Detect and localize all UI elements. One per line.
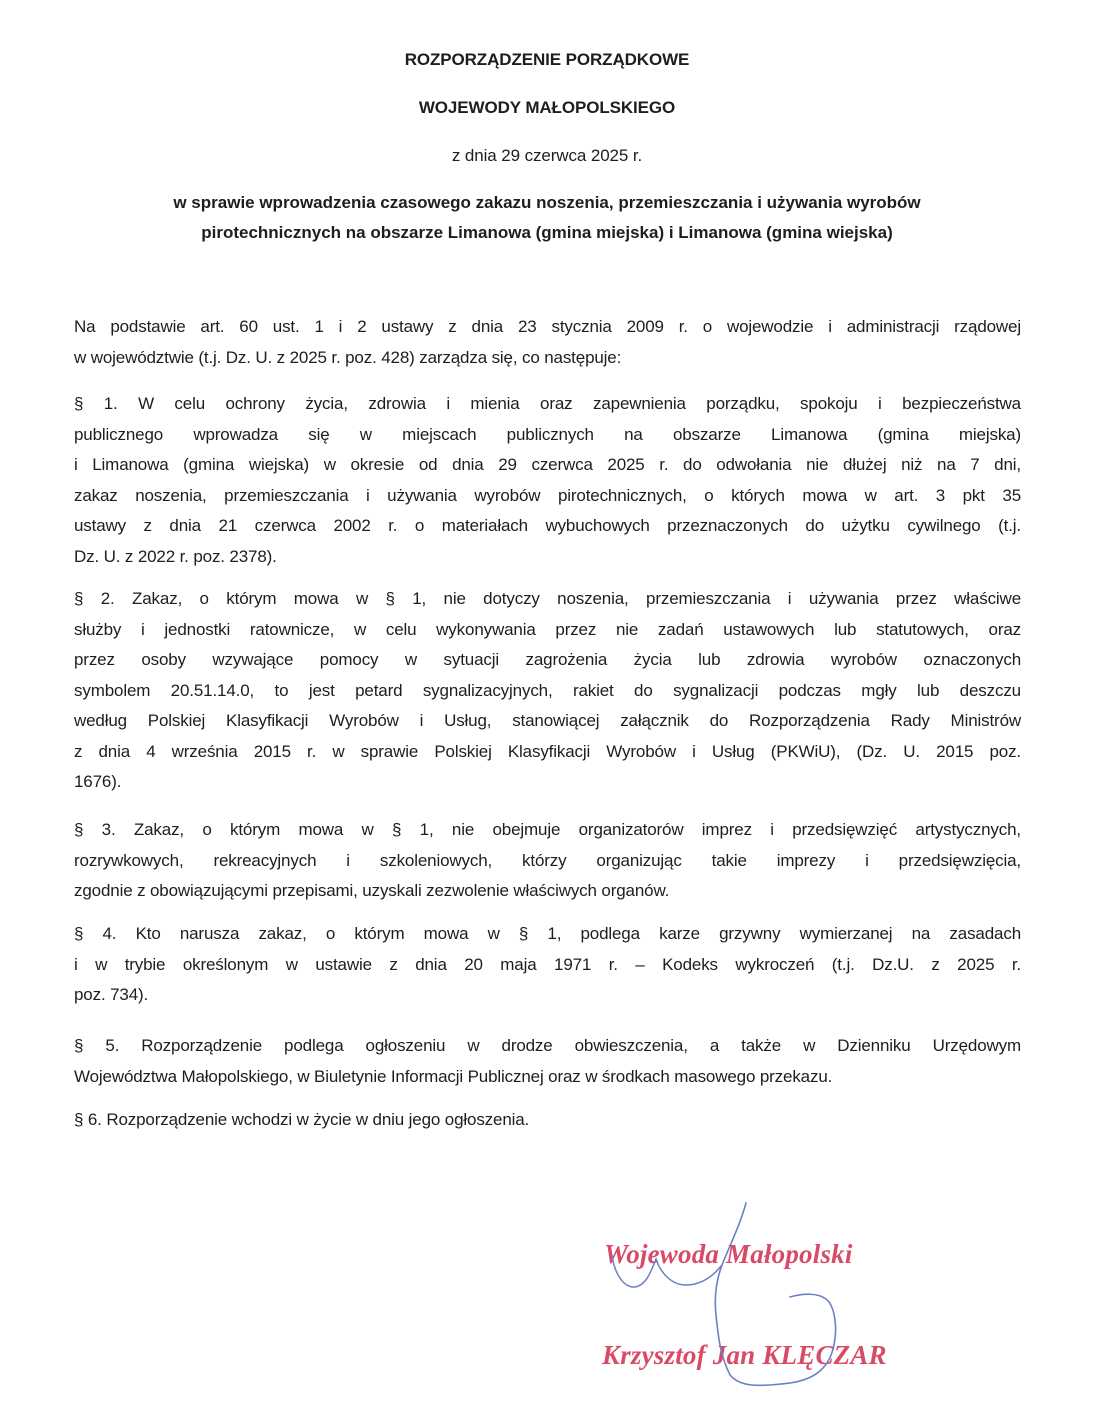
text-line: w województwie (t.j. Dz. U. z 2025 r. poz. 428) zarządza się, co następuje: xyxy=(74,347,622,367)
text-line: § 3. Zakaz, o którym mowa w § 1, nie obejmuje organizatorów imprez i przedsięwzięć artystycznych, xyxy=(74,820,1021,839)
subject-line: w sprawie wprowadzenia czasowego zakazu noszenia, przemieszczania i używania wyrobów xyxy=(173,193,921,212)
legal-basis-paragraph xyxy=(74,312,1021,373)
document-subject xyxy=(100,188,994,248)
text-line: Na podstawie art. 60 ust. 1 i 2 ustawy z dnia 23 stycznia 2009 r. o wojewodzie i administracji rządowej xyxy=(74,317,1021,336)
text-line: według Polskiej Klasyfikacji Wyrobów i Usług, stanowiącej załącznik do Rozporządzenia Rady Ministrów xyxy=(74,711,1021,730)
text-line: symbolem 20.51.14.0, to jest petard sygnalizacyjnych, rakiet do sygnalizacji podczas mgły lub deszczu xyxy=(74,680,1021,700)
document-title: ROZPORZĄDZENIE PORZĄDKOWE xyxy=(404,50,690,69)
subject-line: pirotechnicznych na obszarze Limanowa (gmina miejska) i Limanowa (gmina wiejska) xyxy=(201,223,893,242)
signature-block xyxy=(590,1195,950,1390)
text-line: § 6. Rozporządzenie wchodzi w życie w dniu jego ogłoszenia. xyxy=(74,1110,530,1129)
paragraph-4 xyxy=(74,919,1021,1011)
document-issuer: WOJEWODY MAŁOPOLSKIEGO xyxy=(418,98,676,117)
text-line: z dnia 4 września 2015 r. w sprawie Polskiej Klasyfikacji Wyrobów i Usług (PKWiU), (Dz. U. 2015 poz. xyxy=(74,741,1021,761)
signature-stamp-title: Wojewoda Małopolski xyxy=(604,1239,853,1269)
text-line: zgodnie z obowiązującymi przepisami, uzyskali zezwolenie właściwych organów. xyxy=(74,881,670,900)
text-line: i w trybie określonym w ustawie z dnia 20 maja 1971 r. – Kodeks wykroczeń (t.j. Dz.U. z 2025 r. xyxy=(74,954,1021,974)
text-line: Dz. U. z 2022 r. poz. 2378). xyxy=(74,546,277,566)
text-line: § 2. Zakaz, o którym mowa w § 1, nie dotyczy noszenia, przemieszczania i używania przez właściwe xyxy=(74,589,1021,608)
text-line: 1676). xyxy=(74,772,122,791)
document-date: z dnia 29 czerwca 2025 r. xyxy=(451,146,643,165)
paragraph-6 xyxy=(74,1105,1021,1136)
paragraph-5 xyxy=(74,1031,1021,1092)
text-line: § 4. Kto narusza zakaz, o którym mowa w § 1, podlega karze grzywny wymierzanej na zasadach xyxy=(74,924,1021,943)
text-line: § 5. Rozporządzenie podlega ogłoszeniu w drodze obwieszczenia, a także w Dzienniku Urzędowym xyxy=(74,1036,1021,1055)
text-line: ustawy z dnia 21 czerwca 2002 r. o materiałach wybuchowych przeznaczonych do użytku cywilnego (t.j. xyxy=(74,516,1021,535)
text-line: służby i jednostki ratownicze, w celu wykonywania przez nie zadań ustawowych lub statutowych, oraz xyxy=(74,619,1021,639)
text-line: przez osoby wzywające pomocy w sytuacji zagrożenia życia lub zdrowia wyrobów oznaczonych xyxy=(74,650,1021,669)
text-line: i Limanowa (gmina wiejska) w okresie od dnia 29 czerwca 2025 r. do odwołania nie dłużej niż na 7 dni, xyxy=(74,455,1021,474)
text-line: § 1. W celu ochrony życia, zdrowia i mienia oraz zapewnienia porządku, spokoju i bezpieczeństwa xyxy=(74,394,1021,413)
signature-stamp-name: Krzysztof Jan KLĘCZAR xyxy=(602,1340,887,1370)
text-line: rozrywkowych, rekreacyjnych i szkoleniowych, którzy organizując takie imprezy i przedsięwzięcia, xyxy=(74,850,1021,870)
text-line: Województwa Małopolskiego, w Biuletynie Informacji Publicznej oraz w środkach masowego przekazu. xyxy=(74,1066,833,1086)
paragraph-1 xyxy=(74,389,1021,572)
paragraph-3 xyxy=(74,815,1021,907)
text-line: poz. 734). xyxy=(74,985,149,1004)
paragraph-2 xyxy=(74,584,1021,798)
text-line: publicznego wprowadza się w miejscach publicznych na obszarze Limanowa (gmina miejska) xyxy=(74,424,1021,444)
text-line: zakaz noszenia, przemieszczania i używania wyrobów pirotechnicznych, o których mowa w art. 3 pkt 35 xyxy=(74,485,1021,505)
